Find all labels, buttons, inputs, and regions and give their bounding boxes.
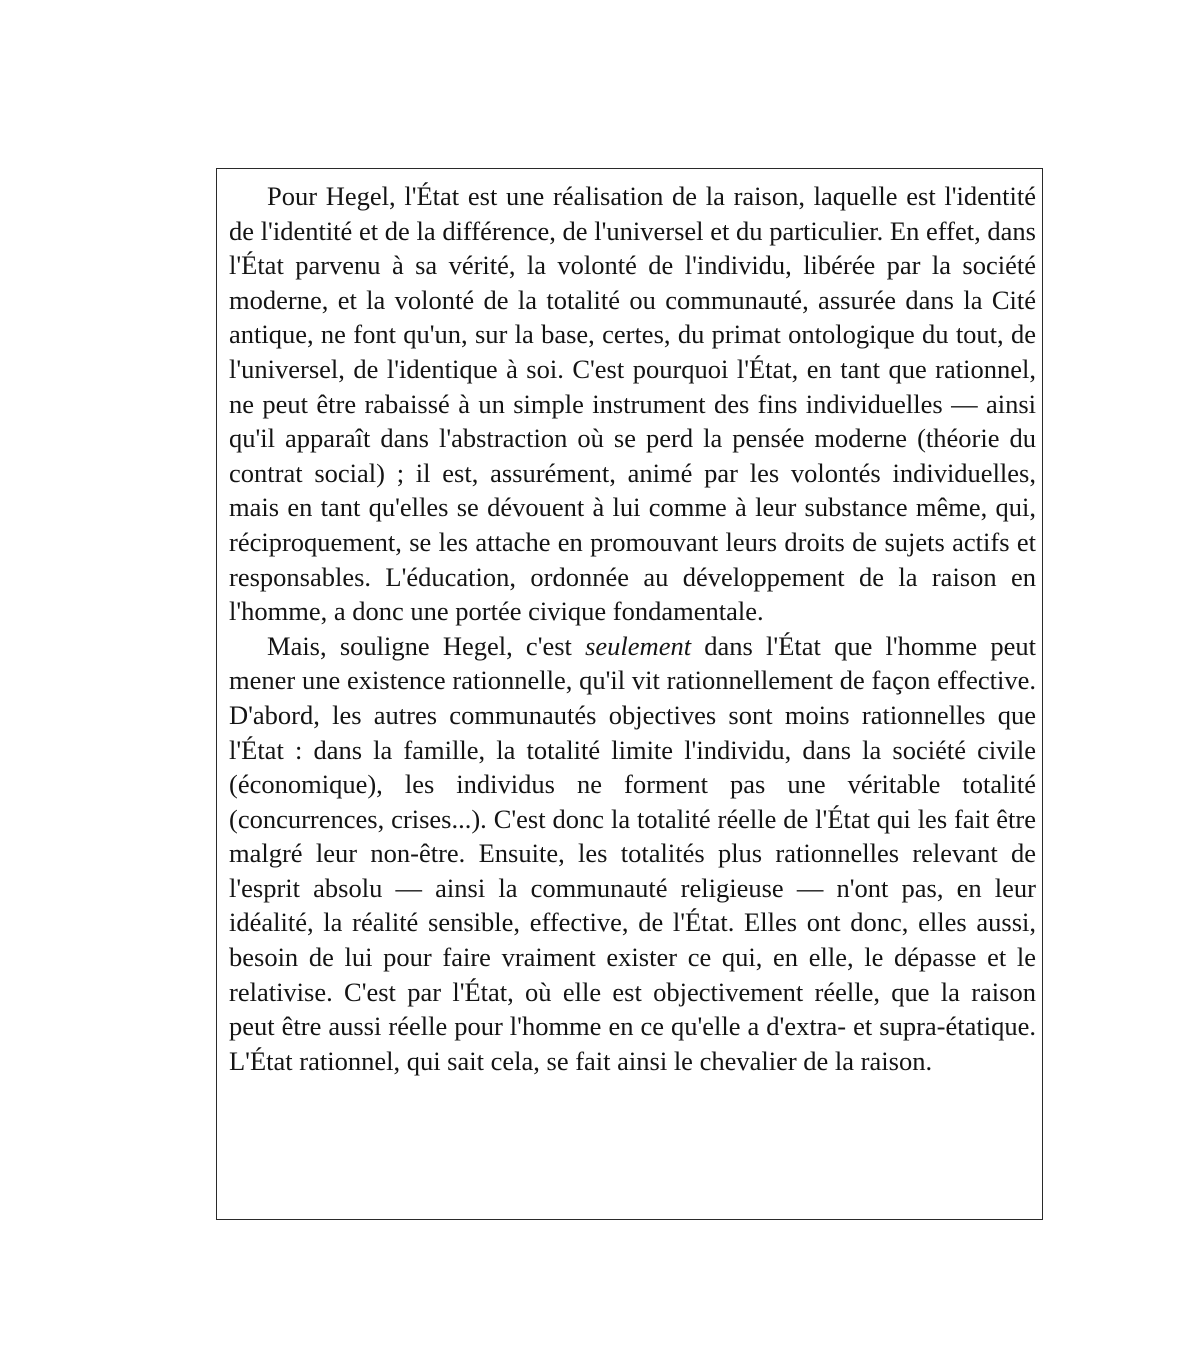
- paragraph-hegel-state-reason: [229, 179, 1036, 629]
- paragraph-2-text-rest: dans l'État que l'homme peut mener une existence rationnelle, qu'il vit rationnellement de façon effective. D'abord, les autres communautés objectives sont moins rationnelles que l'État : dans la famille, la totalité limite l'individu, dans la société civile (économique), les individus ne forment pas une véritable totalité (concurrences, crises...). C'est donc la totalité réelle de l'État qui les fait être malgré leur non-être. Ensuite, les totalités plus rationnelles relevant de l'esprit absolu — ainsi la communauté religieuse — n'ont pas, en leur idéalité, la réalité sensible, effective, de l'État. Elles ont donc, elles aussi, besoin de lui pour faire vraiment exister ce qui, en elle, le dépasse et le relativise. C'est par l'État, où elle est objectivement réelle, que la raison peut être aussi réelle pour l'homme en ce qu'elle a d'extra- et supra-étatique. L'État rationnel, qui sait cela, se fait ainsi le chevalier de la raison.: [229, 630, 1036, 1076]
- emphasis-seulement: seulement: [585, 630, 692, 661]
- paragraph-only-in-the-state: [229, 629, 1036, 1079]
- paragraph-2-text-start: Mais, souligne Hegel, c'est: [267, 630, 586, 661]
- boxed-text-frame: [216, 168, 1043, 1220]
- text-body: [229, 179, 1036, 1078]
- paragraph-1-text: Pour Hegel, l'État est une réalisation de la raison, laquelle est l'identité de l'identité et de la différence, de l'universel et du particulier. En effet, dans l'État parvenu à sa vérité, la volonté de l'individu, libérée par la société moderne, et la volonté de la totalité ou communauté, assurée dans la Cité antique, ne font qu'un, sur la base, certes, du primat ontologique du tout, de l'universel, de l'identique à soi. C'est pourquoi l'État, en tant que rationnel, ne peut être rabaissé à un simple instrument des fins individuelles — ainsi qu'il apparaît dans l'abstraction où se perd la pensée moderne (théorie du contrat social) ; il est, assurément, animé par les volontés individuelles, mais en tant qu'elles se dévouent à lui comme à leur substance même, qui, réciproquement, se les attache en promouvant leurs droits de sujets actifs et responsables. L'éducation, ordonnée au développement de la raison en l'homme, a donc une portée civique fondamentale.: [229, 181, 1036, 627]
